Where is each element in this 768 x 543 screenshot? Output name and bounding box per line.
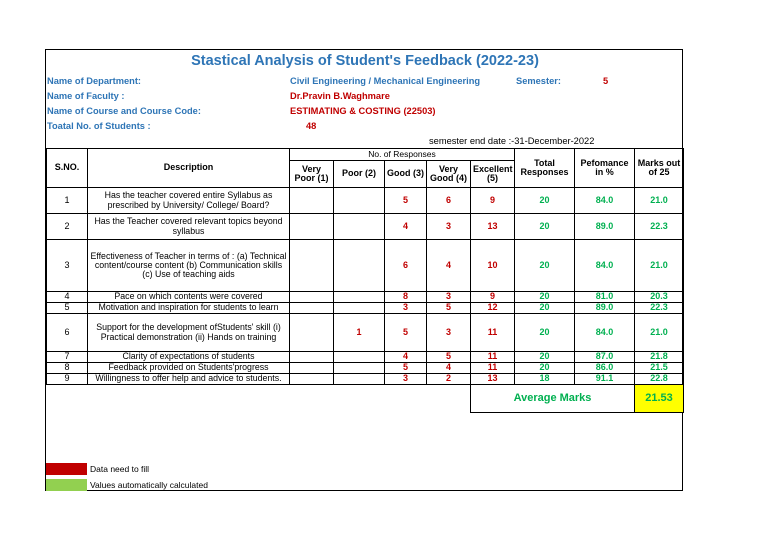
semester-label: Semester: bbox=[516, 76, 561, 86]
row-total: 20 bbox=[515, 214, 575, 240]
row-good: 4 bbox=[385, 214, 427, 240]
row-good: 5 bbox=[385, 188, 427, 214]
row-sno: 1 bbox=[47, 188, 88, 214]
header-total: Total Responses bbox=[515, 149, 575, 188]
faculty-value: Dr.Pravin B.Waghmare bbox=[290, 91, 390, 101]
header-performance: Pefomance in % bbox=[575, 149, 635, 188]
row-excellent: 11 bbox=[471, 363, 515, 374]
row-very-poor bbox=[290, 292, 334, 303]
row-excellent: 12 bbox=[471, 303, 515, 314]
row-very-good: 4 bbox=[427, 363, 471, 374]
row-marks: 21.8 bbox=[635, 352, 684, 363]
row-good: 3 bbox=[385, 374, 427, 385]
row-total: 20 bbox=[515, 240, 575, 292]
row-sno: 2 bbox=[47, 214, 88, 240]
row-marks: 22.3 bbox=[635, 214, 684, 240]
row-sno: 7 bbox=[47, 352, 88, 363]
table-row bbox=[47, 240, 684, 292]
legend-fill-text: Data need to fill bbox=[90, 464, 150, 474]
row-marks: 20.3 bbox=[635, 292, 684, 303]
row-excellent: 13 bbox=[471, 374, 515, 385]
row-very-good: 2 bbox=[427, 374, 471, 385]
semester-value: 5 bbox=[603, 76, 609, 86]
table-row bbox=[47, 363, 684, 374]
header-very-good: Very Good (4) bbox=[427, 161, 471, 188]
row-total: 20 bbox=[515, 188, 575, 214]
row-description: Effectiveness of Teacher in terms of : (a) Technical content/course content (b) Communication skills (c) Use of teaching aids bbox=[88, 240, 290, 292]
legend-auto-text: Values automatically calculated bbox=[90, 480, 208, 490]
department-label: Name of Department: bbox=[47, 76, 142, 86]
row-good: 8 bbox=[385, 292, 427, 303]
legend-fill-swatch bbox=[46, 463, 87, 475]
row-sno: 5 bbox=[47, 303, 88, 314]
row-poor: 1 bbox=[334, 314, 385, 352]
row-description: Willingness to offer help and advice to students. bbox=[88, 374, 290, 385]
row-poor bbox=[334, 188, 385, 214]
row-poor bbox=[334, 214, 385, 240]
row-description: Support for the development ofStudents' skill (i) Practical demonstration (ii) Hands on training bbox=[88, 314, 290, 352]
legend-auto-swatch bbox=[46, 479, 87, 491]
table-row bbox=[47, 352, 684, 363]
row-marks: 21.0 bbox=[635, 314, 684, 352]
feedback-table bbox=[46, 148, 684, 413]
course-value: ESTIMATING & COSTING (22503) bbox=[290, 106, 436, 116]
row-very-good: 5 bbox=[427, 352, 471, 363]
row-performance: 89.0 bbox=[575, 214, 635, 240]
row-performance: 84.0 bbox=[575, 314, 635, 352]
row-description: Has the Teacher covered relevant topics beyond syllabus bbox=[88, 214, 290, 240]
row-performance: 86.0 bbox=[575, 363, 635, 374]
students-label: Toatal No. of Students : bbox=[47, 121, 151, 131]
row-sno: 6 bbox=[47, 314, 88, 352]
header-sno: S.NO. bbox=[47, 149, 88, 188]
row-good: 5 bbox=[385, 314, 427, 352]
header-poor: Poor (2) bbox=[334, 161, 385, 188]
row-very-poor bbox=[290, 314, 334, 352]
course-label: Name of Course and Course Code: bbox=[47, 106, 201, 116]
row-very-good: 5 bbox=[427, 303, 471, 314]
row-total: 20 bbox=[515, 303, 575, 314]
row-excellent: 9 bbox=[471, 292, 515, 303]
row-poor bbox=[334, 292, 385, 303]
faculty-label: Name of Faculty : bbox=[47, 91, 125, 101]
row-excellent: 11 bbox=[471, 314, 515, 352]
table-row bbox=[47, 303, 684, 314]
row-sno: 3 bbox=[47, 240, 88, 292]
row-very-poor bbox=[290, 214, 334, 240]
feedback-sheet bbox=[45, 49, 683, 491]
row-total: 18 bbox=[515, 374, 575, 385]
row-poor bbox=[334, 303, 385, 314]
students-value: 48 bbox=[306, 121, 317, 131]
row-excellent: 11 bbox=[471, 352, 515, 363]
row-very-poor bbox=[290, 363, 334, 374]
row-sno: 9 bbox=[47, 374, 88, 385]
row-total: 20 bbox=[515, 314, 575, 352]
row-excellent: 13 bbox=[471, 214, 515, 240]
row-description: Motivation and inspiration for students to learn bbox=[88, 303, 290, 314]
average-marks-value: 21.53 bbox=[635, 385, 684, 413]
row-poor bbox=[334, 374, 385, 385]
sheet-title: Stastical Analysis of Student's Feedback (2022-23) bbox=[191, 53, 539, 69]
row-marks: 21.5 bbox=[635, 363, 684, 374]
row-total: 20 bbox=[515, 292, 575, 303]
row-good: 6 bbox=[385, 240, 427, 292]
row-sno: 4 bbox=[47, 292, 88, 303]
row-performance: 84.0 bbox=[575, 188, 635, 214]
row-description: Has the teacher covered entire Syllabus as prescribed by University/ College/ Board? bbox=[88, 188, 290, 214]
row-good: 3 bbox=[385, 303, 427, 314]
table-row bbox=[47, 188, 684, 214]
header-very-poor: Very Poor (1) bbox=[290, 161, 334, 188]
row-performance: 87.0 bbox=[575, 352, 635, 363]
row-marks: 21.0 bbox=[635, 240, 684, 292]
row-very-good: 6 bbox=[427, 188, 471, 214]
row-very-good: 3 bbox=[427, 292, 471, 303]
row-very-poor bbox=[290, 303, 334, 314]
table-row bbox=[47, 214, 684, 240]
row-performance: 84.0 bbox=[575, 240, 635, 292]
table-row bbox=[47, 374, 684, 385]
row-description: Pace on which contents were covered bbox=[88, 292, 290, 303]
row-marks: 21.0 bbox=[635, 188, 684, 214]
row-excellent: 9 bbox=[471, 188, 515, 214]
header-responses-group: No. of Responses bbox=[290, 149, 515, 161]
row-performance: 89.0 bbox=[575, 303, 635, 314]
department-value: Civil Engineering / Mechanical Engineering bbox=[290, 76, 481, 86]
row-very-poor bbox=[290, 352, 334, 363]
row-sno: 8 bbox=[47, 363, 88, 374]
header-marks: Marks out of 25 bbox=[635, 149, 684, 188]
table-row bbox=[47, 292, 684, 303]
table-row bbox=[47, 314, 684, 352]
row-poor bbox=[334, 352, 385, 363]
row-marks: 22.8 bbox=[635, 374, 684, 385]
row-total: 20 bbox=[515, 352, 575, 363]
row-very-good: 4 bbox=[427, 240, 471, 292]
row-performance: 91.1 bbox=[575, 374, 635, 385]
header-description: Description bbox=[88, 149, 290, 188]
row-poor bbox=[334, 363, 385, 374]
header-good: Good (3) bbox=[385, 161, 427, 188]
row-very-good: 3 bbox=[427, 214, 471, 240]
row-performance: 81.0 bbox=[575, 292, 635, 303]
row-very-poor bbox=[290, 240, 334, 292]
header-excellent: Excellent (5) bbox=[471, 161, 515, 188]
row-excellent: 10 bbox=[471, 240, 515, 292]
row-poor bbox=[334, 240, 385, 292]
row-marks: 22.3 bbox=[635, 303, 684, 314]
semester-end-date: semester end date :-31-December-2022 bbox=[429, 136, 595, 146]
row-total: 20 bbox=[515, 363, 575, 374]
row-description: Feedback provided on Students'progress bbox=[88, 363, 290, 374]
row-very-poor bbox=[290, 188, 334, 214]
row-very-poor bbox=[290, 374, 334, 385]
row-good: 4 bbox=[385, 352, 427, 363]
average-marks-label: Average Marks bbox=[471, 385, 635, 413]
row-good: 5 bbox=[385, 363, 427, 374]
row-description: Clarity of expectations of students bbox=[88, 352, 290, 363]
row-very-good: 3 bbox=[427, 314, 471, 352]
